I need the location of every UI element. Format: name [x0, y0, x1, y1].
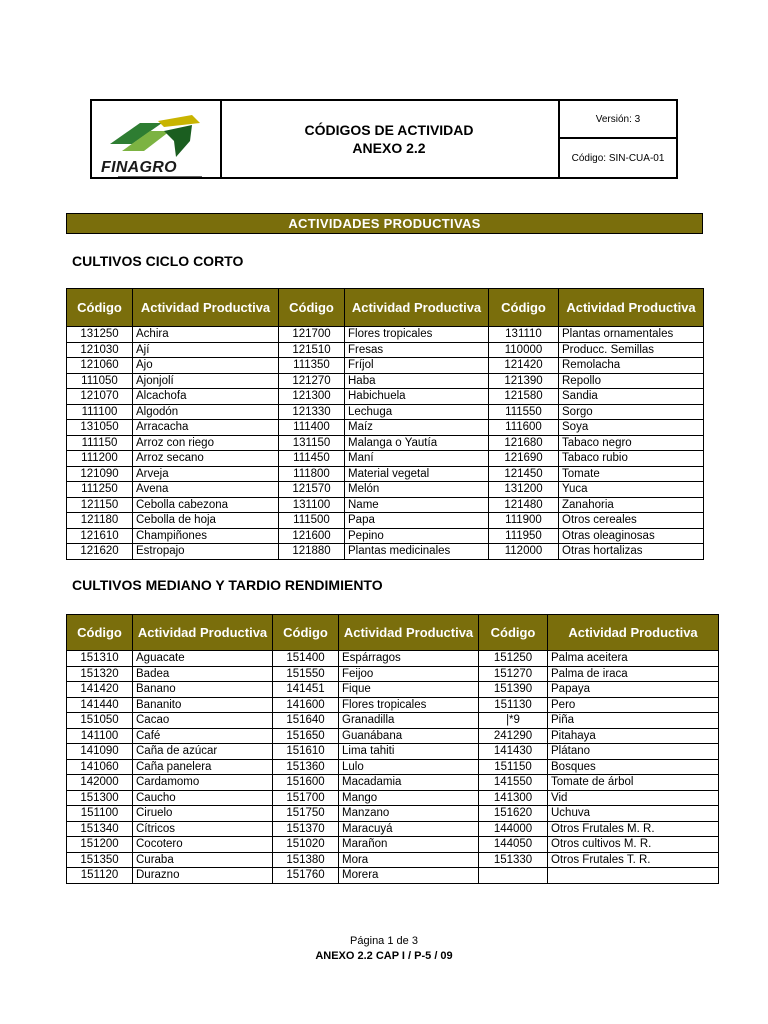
activity-code-cell: 121450	[489, 466, 559, 482]
header-activity-2: Actividad Productiva	[345, 289, 489, 327]
activity-name-cell: Pitahaya	[548, 728, 719, 744]
header-code-3: Código	[489, 289, 559, 327]
activity-code-cell: 151270	[479, 666, 548, 682]
activity-name-cell: Flores tropicales	[339, 697, 479, 713]
activity-name-cell: Champiñones	[133, 528, 279, 544]
section2-title: CULTIVOS MEDIANO Y TARDIO RENDIMIENTO	[72, 577, 383, 593]
activity-code-cell: 151100	[67, 806, 133, 822]
table-row	[67, 806, 719, 822]
activity-code-cell: 121600	[279, 528, 345, 544]
activity-name-cell: Material vegetal	[345, 466, 489, 482]
activity-name-cell: Guanábana	[339, 728, 479, 744]
activity-name-cell: Mora	[339, 852, 479, 868]
activity-code-cell: 151700	[273, 790, 339, 806]
activity-code-cell: 111550	[489, 404, 559, 420]
activity-name-cell: Pero	[548, 697, 719, 713]
activity-code-cell: 141090	[67, 744, 133, 760]
activity-code-cell: 121510	[279, 342, 345, 358]
header-code-3: Código	[479, 615, 548, 651]
table-row	[67, 790, 719, 806]
activity-name-cell: Plátano	[548, 744, 719, 760]
activity-code-cell: 121880	[279, 544, 345, 560]
activity-name-cell: Bosques	[548, 759, 719, 775]
activity-name-cell: Macadamia	[339, 775, 479, 791]
activity-name-cell: Papaya	[548, 682, 719, 698]
activity-code-cell: 131110	[489, 327, 559, 343]
table-row	[67, 497, 704, 513]
table-row	[67, 682, 719, 698]
activity-code-cell: 151600	[273, 775, 339, 791]
activity-name-cell: Otros cultivos M. R.	[548, 837, 719, 853]
header-code-1: Código	[67, 289, 133, 327]
activity-name-cell: Cebolla de hoja	[133, 513, 279, 529]
activity-name-cell: Granadilla	[339, 713, 479, 729]
activity-name-cell: Marañon	[339, 837, 479, 853]
activity-name-cell: Arracacha	[133, 420, 279, 436]
activity-code-cell: 151050	[67, 713, 133, 729]
activity-code-cell: 121150	[67, 497, 133, 513]
activity-name-cell: Arveja	[133, 466, 279, 482]
activity-name-cell: Sorgo	[559, 404, 704, 420]
header-activity-1: Actividad Productiva	[133, 289, 279, 327]
section1-title: CULTIVOS CICLO CORTO	[72, 253, 244, 269]
activity-code-cell: 151310	[67, 651, 133, 667]
activity-name-cell: Tomate de árbol	[548, 775, 719, 791]
activity-code-cell: 144050	[479, 837, 548, 853]
activity-code-cell: 112000	[489, 544, 559, 560]
activity-name-cell: Haba	[345, 373, 489, 389]
activity-code-cell: 121030	[67, 342, 133, 358]
activity-name-cell: Cocotero	[133, 837, 273, 853]
activity-name-cell: Maracuyá	[339, 821, 479, 837]
code-label: Código: SIN-CUA-01	[571, 152, 665, 164]
activity-code-cell: 121420	[489, 358, 559, 374]
activity-code-cell: 121300	[279, 389, 345, 405]
activity-code-cell: 151250	[479, 651, 548, 667]
activity-code-cell: 142000	[67, 775, 133, 791]
activity-name-cell: Otras oleaginosas	[559, 528, 704, 544]
header-code-2: Código	[273, 615, 339, 651]
activity-name-cell: Caña panelera	[133, 759, 273, 775]
activity-code-cell: 241290	[479, 728, 548, 744]
activity-name-cell: Mango	[339, 790, 479, 806]
activity-name-cell: Papa	[345, 513, 489, 529]
table-row	[67, 775, 719, 791]
activity-name-cell: Otras hortalizas	[559, 544, 704, 560]
table-row	[67, 451, 704, 467]
table-row	[67, 651, 719, 667]
activity-code-cell: 121330	[279, 404, 345, 420]
activity-code-cell: 151380	[273, 852, 339, 868]
activity-name-cell: Bananito	[133, 697, 273, 713]
activity-code-cell: 131150	[279, 435, 345, 451]
activity-name-cell: Curaba	[133, 852, 273, 868]
activity-code-cell: 121090	[67, 466, 133, 482]
activity-code-cell: 151760	[273, 868, 339, 884]
page-number: Página 1 de 3	[350, 935, 418, 947]
activity-name-cell: Ajonjolí	[133, 373, 279, 389]
activity-name-cell: Maíz	[345, 420, 489, 436]
table-short-cycle	[66, 288, 704, 560]
activity-code-cell: 121390	[489, 373, 559, 389]
title-cell	[220, 101, 560, 177]
activity-code-cell: 110000	[489, 342, 559, 358]
header-activity-3: Actividad Productiva	[559, 289, 704, 327]
table-row	[67, 821, 719, 837]
section-banner: ACTIVIDADES PRODUCTIVAS	[66, 213, 703, 234]
activity-code-cell: 111050	[67, 373, 133, 389]
activity-name-cell: Pepino	[345, 528, 489, 544]
activity-name-cell: Flores tropicales	[345, 327, 489, 343]
activity-name-cell: Plantas ornamentales	[559, 327, 704, 343]
activity-code-cell: 151360	[273, 759, 339, 775]
header-code-2: Código	[279, 289, 345, 327]
activity-name-cell: Fique	[339, 682, 479, 698]
activity-code-cell: 111400	[279, 420, 345, 436]
activity-code-cell: 151750	[273, 806, 339, 822]
activity-code-cell: 141600	[273, 697, 339, 713]
table-row	[67, 404, 704, 420]
activity-name-cell: Cardamomo	[133, 775, 273, 791]
activity-name-cell: Otros Frutales T. R.	[548, 852, 719, 868]
table-row	[67, 420, 704, 436]
activity-code-cell: 121070	[67, 389, 133, 405]
table-row	[67, 837, 719, 853]
activity-code-cell: 141440	[67, 697, 133, 713]
logo-text: FINAGRO	[101, 159, 177, 176]
activity-code-cell: 141451	[273, 682, 339, 698]
activity-code-cell: 111200	[67, 451, 133, 467]
activity-name-cell: Lulo	[339, 759, 479, 775]
activity-name-cell: Durazno	[133, 868, 273, 884]
table-medium-late-yield	[66, 614, 719, 884]
activity-name-cell: Espárragos	[339, 651, 479, 667]
activity-name-cell: Malanga o Yautía	[345, 435, 489, 451]
activity-name-cell: Soya	[559, 420, 704, 436]
activity-name-cell: Cítricos	[133, 821, 273, 837]
logo-cell	[92, 101, 222, 177]
activity-name-cell: Estropajo	[133, 544, 279, 560]
activity-code-cell: 111900	[489, 513, 559, 529]
activity-name-cell: Arroz con riego	[133, 435, 279, 451]
activity-code-cell: 111250	[67, 482, 133, 498]
table-row	[67, 697, 719, 713]
table-row	[67, 544, 704, 560]
activity-name-cell	[548, 868, 719, 884]
activity-name-cell: Plantas medicinales	[345, 544, 489, 560]
activity-code-cell: 151320	[67, 666, 133, 682]
activity-code-cell: 111600	[489, 420, 559, 436]
activity-code-cell: 141300	[479, 790, 548, 806]
activity-name-cell: Cebolla cabezona	[133, 497, 279, 513]
activity-code-cell: 151350	[67, 852, 133, 868]
document-subtitle: ANEXO 2.2	[352, 140, 426, 156]
activity-code-cell: 111100	[67, 404, 133, 420]
logo-underline	[118, 176, 202, 177]
table-row	[67, 713, 719, 729]
activity-code-cell: 121480	[489, 497, 559, 513]
activity-name-cell: Maní	[345, 451, 489, 467]
meta-cell	[560, 101, 676, 177]
document-reference: ANEXO 2.2 CAP I / P-5 / 09	[315, 950, 453, 962]
activity-code-cell	[479, 868, 548, 884]
table-row	[67, 342, 704, 358]
activity-code-cell: 121700	[279, 327, 345, 343]
activity-name-cell: Lima tahiti	[339, 744, 479, 760]
activity-name-cell: Name	[345, 497, 489, 513]
activity-code-cell: 151390	[479, 682, 548, 698]
activity-name-cell: Fríjol	[345, 358, 489, 374]
activity-name-cell: Habichuela	[345, 389, 489, 405]
activity-code-cell: 141060	[67, 759, 133, 775]
activity-name-cell: Aguacate	[133, 651, 273, 667]
table-row	[67, 513, 704, 529]
activity-name-cell: Achira	[133, 327, 279, 343]
activity-code-cell: 151340	[67, 821, 133, 837]
activity-code-cell: 141100	[67, 728, 133, 744]
activity-code-cell: 151620	[479, 806, 548, 822]
table-row	[67, 852, 719, 868]
header-activity-3: Actividad Productiva	[548, 615, 719, 651]
activity-name-cell: Uchuva	[548, 806, 719, 822]
activity-name-cell: Sandia	[559, 389, 704, 405]
activity-code-cell: 151130	[479, 697, 548, 713]
activity-code-cell: 111350	[279, 358, 345, 374]
activity-name-cell: Piña	[548, 713, 719, 729]
activity-code-cell: 111800	[279, 466, 345, 482]
activity-code-cell: 131100	[279, 497, 345, 513]
activity-code-cell: 131250	[67, 327, 133, 343]
header-activity-2: Actividad Productiva	[339, 615, 479, 651]
activity-name-cell: Morera	[339, 868, 479, 884]
table-row	[67, 666, 719, 682]
activity-code-cell: 131200	[489, 482, 559, 498]
activity-name-cell: Ciruelo	[133, 806, 273, 822]
activity-name-cell: Algodón	[133, 404, 279, 420]
activity-code-cell: 151370	[273, 821, 339, 837]
activity-code-cell: 144000	[479, 821, 548, 837]
activity-name-cell: Arroz secano	[133, 451, 279, 467]
activity-name-cell: Zanahoria	[559, 497, 704, 513]
table-row	[67, 466, 704, 482]
activity-code-cell: 121620	[67, 544, 133, 560]
activity-code-cell: 121680	[489, 435, 559, 451]
activity-name-cell: Tomate	[559, 466, 704, 482]
document-title: CÓDIGOS DE ACTIVIDAD	[304, 122, 474, 138]
activity-code-cell: 141550	[479, 775, 548, 791]
activity-code-cell: 151150	[479, 759, 548, 775]
activity-name-cell: Caña de azúcar	[133, 744, 273, 760]
header-activity-1: Actividad Productiva	[133, 615, 273, 651]
activity-code-cell: 131050	[67, 420, 133, 436]
activity-code-cell: 111950	[489, 528, 559, 544]
activity-name-cell: Caucho	[133, 790, 273, 806]
activity-code-cell: |*9	[479, 713, 548, 729]
table-row	[67, 327, 704, 343]
activity-name-cell: Cacao	[133, 713, 273, 729]
activity-name-cell: Vid	[548, 790, 719, 806]
activity-code-cell: 151550	[273, 666, 339, 682]
activity-name-cell: Tabaco rubio	[559, 451, 704, 467]
table-row	[67, 389, 704, 405]
activity-name-cell: Tabaco negro	[559, 435, 704, 451]
activity-code-cell: 121060	[67, 358, 133, 374]
activity-name-cell: Badea	[133, 666, 273, 682]
activity-code-cell: 151020	[273, 837, 339, 853]
activity-name-cell: Repollo	[559, 373, 704, 389]
activity-code-cell: 151200	[67, 837, 133, 853]
activity-name-cell: Ají	[133, 342, 279, 358]
activity-code-cell: 141420	[67, 682, 133, 698]
table-row	[67, 744, 719, 760]
activity-code-cell: 121180	[67, 513, 133, 529]
table-row	[67, 728, 719, 744]
activity-code-cell: 151120	[67, 868, 133, 884]
activity-name-cell: Ajo	[133, 358, 279, 374]
activity-name-cell: Otros cereales	[559, 513, 704, 529]
table-row	[67, 868, 719, 884]
activity-code-cell: 151650	[273, 728, 339, 744]
activity-code-cell: 121580	[489, 389, 559, 405]
activity-name-cell: Avena	[133, 482, 279, 498]
table-row	[67, 482, 704, 498]
activity-code-cell: 121570	[279, 482, 345, 498]
activity-code-cell: 121270	[279, 373, 345, 389]
activity-name-cell: Palma de iraca	[548, 666, 719, 682]
activity-name-cell: Fresas	[345, 342, 489, 358]
activity-name-cell: Lechuga	[345, 404, 489, 420]
table-row	[67, 435, 704, 451]
activity-code-cell: 151300	[67, 790, 133, 806]
activity-name-cell: Yuca	[559, 482, 704, 498]
activity-code-cell: 151640	[273, 713, 339, 729]
activity-code-cell: 121610	[67, 528, 133, 544]
activity-name-cell: Feijoo	[339, 666, 479, 682]
activity-name-cell: Alcachofa	[133, 389, 279, 405]
activity-code-cell: 141430	[479, 744, 548, 760]
activity-name-cell: Banano	[133, 682, 273, 698]
activity-name-cell: Remolacha	[559, 358, 704, 374]
activity-name-cell: Palma aceitera	[548, 651, 719, 667]
activity-code-cell: 121690	[489, 451, 559, 467]
table-row	[67, 373, 704, 389]
activity-name-cell: Melón	[345, 482, 489, 498]
activity-code-cell: 111500	[279, 513, 345, 529]
activity-name-cell: Manzano	[339, 806, 479, 822]
table-row	[67, 358, 704, 374]
activity-code-cell: 151610	[273, 744, 339, 760]
activity-name-cell: Café	[133, 728, 273, 744]
activity-name-cell: Producc. Semillas	[559, 342, 704, 358]
table-row	[67, 759, 719, 775]
table-row	[67, 528, 704, 544]
activity-code-cell: 111150	[67, 435, 133, 451]
activity-code-cell: 111450	[279, 451, 345, 467]
activity-code-cell: 151330	[479, 852, 548, 868]
activity-name-cell: Otros Frutales M. R.	[548, 821, 719, 837]
version-label: Versión: 3	[560, 101, 676, 139]
document-header	[90, 99, 678, 179]
activity-code-cell: 151400	[273, 651, 339, 667]
header-code-1: Código	[67, 615, 133, 651]
